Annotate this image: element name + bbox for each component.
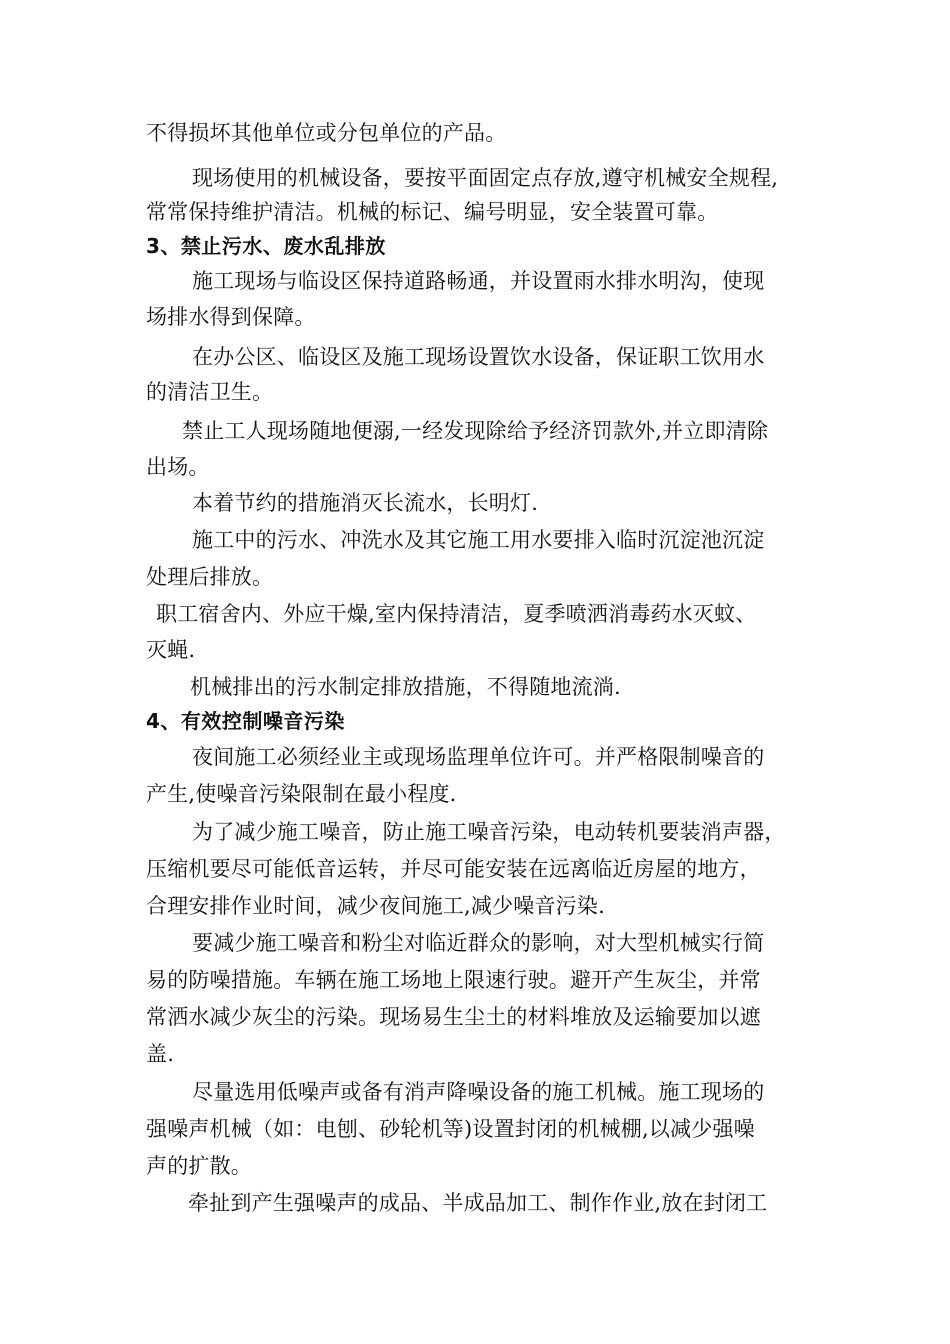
text-line: 合理安排作业时间，减少夜间施工,减少噪音污染. (146, 894, 605, 918)
text-line: 灭蝇. (146, 638, 196, 662)
paragraph-start-line: 尽量选用低噪声或备有消声降噪设备的施工机械。施工现场的 (192, 1080, 765, 1104)
paragraph-start-line: 要减少施工噪音和粉尘对临近群众的影响，对大型机械实行简 (192, 931, 765, 955)
text-line: 盖. (146, 1042, 175, 1066)
paragraph-start-line: 禁止工人现场随地便溺,一经发现除给予经济罚款外,并立即清除 (182, 419, 769, 443)
text-line: 的清洁卫生。 (146, 380, 274, 404)
text-line: 出场。 (146, 455, 210, 479)
paragraph-start-line: 机械排出的污水制定排放措施，不得随地流淌. (190, 675, 621, 699)
paragraph-start-line: 在办公区、临设区及施工现场设置饮水设备，保证职工饮用水 (192, 345, 765, 369)
paragraph-start-line: 本着节约的措施消灭长流水，长明灯. (192, 491, 539, 515)
text-line: 声的扩散。 (146, 1154, 252, 1178)
paragraph-start-line: 施工中的污水、冲洗水及其它施工用水要排入临时沉淀池沉淀 (192, 528, 765, 552)
text-line: 处理后排放。 (146, 565, 274, 589)
section-heading: 3、禁止污水、废水乱排放 (146, 234, 386, 258)
text-line: 不得损坏其他单位或分包单位的产品。 (146, 121, 507, 145)
paragraph-start-line: 夜间施工必须经业主或现场监理单位许可。并严格限制噪音的 (192, 745, 765, 769)
text-line: 常洒水减少灰尘的污染。现场易生尘土的材料堆放及运输要加以遮 (146, 1005, 761, 1029)
paragraph-start-line: 为了减少施工噪音，防止施工噪音污染，电动转机要装消声器， (192, 820, 786, 844)
paragraph-start-line: 施工现场与临设区保持道路畅通，并设置雨水排水明沟，使现 (192, 269, 765, 293)
text-line: 易的防噪措施。车辆在施工场地上限速行驶。避开产生灰尘，并常 (146, 968, 761, 992)
text-line: 产生,使噪音污染限制在最小程度. (146, 782, 457, 806)
text-line: 常常保持维护清洁。机械的标记、编号明显，安全装置可靠。 (146, 200, 719, 224)
paragraph-start-line: 牵扯到产生强噪声的成品、半成品加工、制作作业,放在封闭工 (188, 1191, 768, 1215)
text-line: 压缩机要尽可能低音运转，并尽可能安装在远离临近房屋的地方， (146, 857, 761, 881)
paragraph-start-line: 职工宿舍内、外应干燥,室内保持清洁，夏季喷洒消毒药水灭蚊、 (156, 602, 757, 626)
text-line: 强噪声机械（如：电刨、砂轮机等)设置封闭的机械棚,以减少强噪 (146, 1117, 755, 1141)
section-heading: 4、有效控制噪音污染 (146, 709, 345, 733)
paragraph-start-line: 现场使用的机械设备，要按平面固定点存放,遵守机械安全规程, (192, 166, 779, 190)
text-line: 场排水得到保障。 (146, 305, 316, 329)
